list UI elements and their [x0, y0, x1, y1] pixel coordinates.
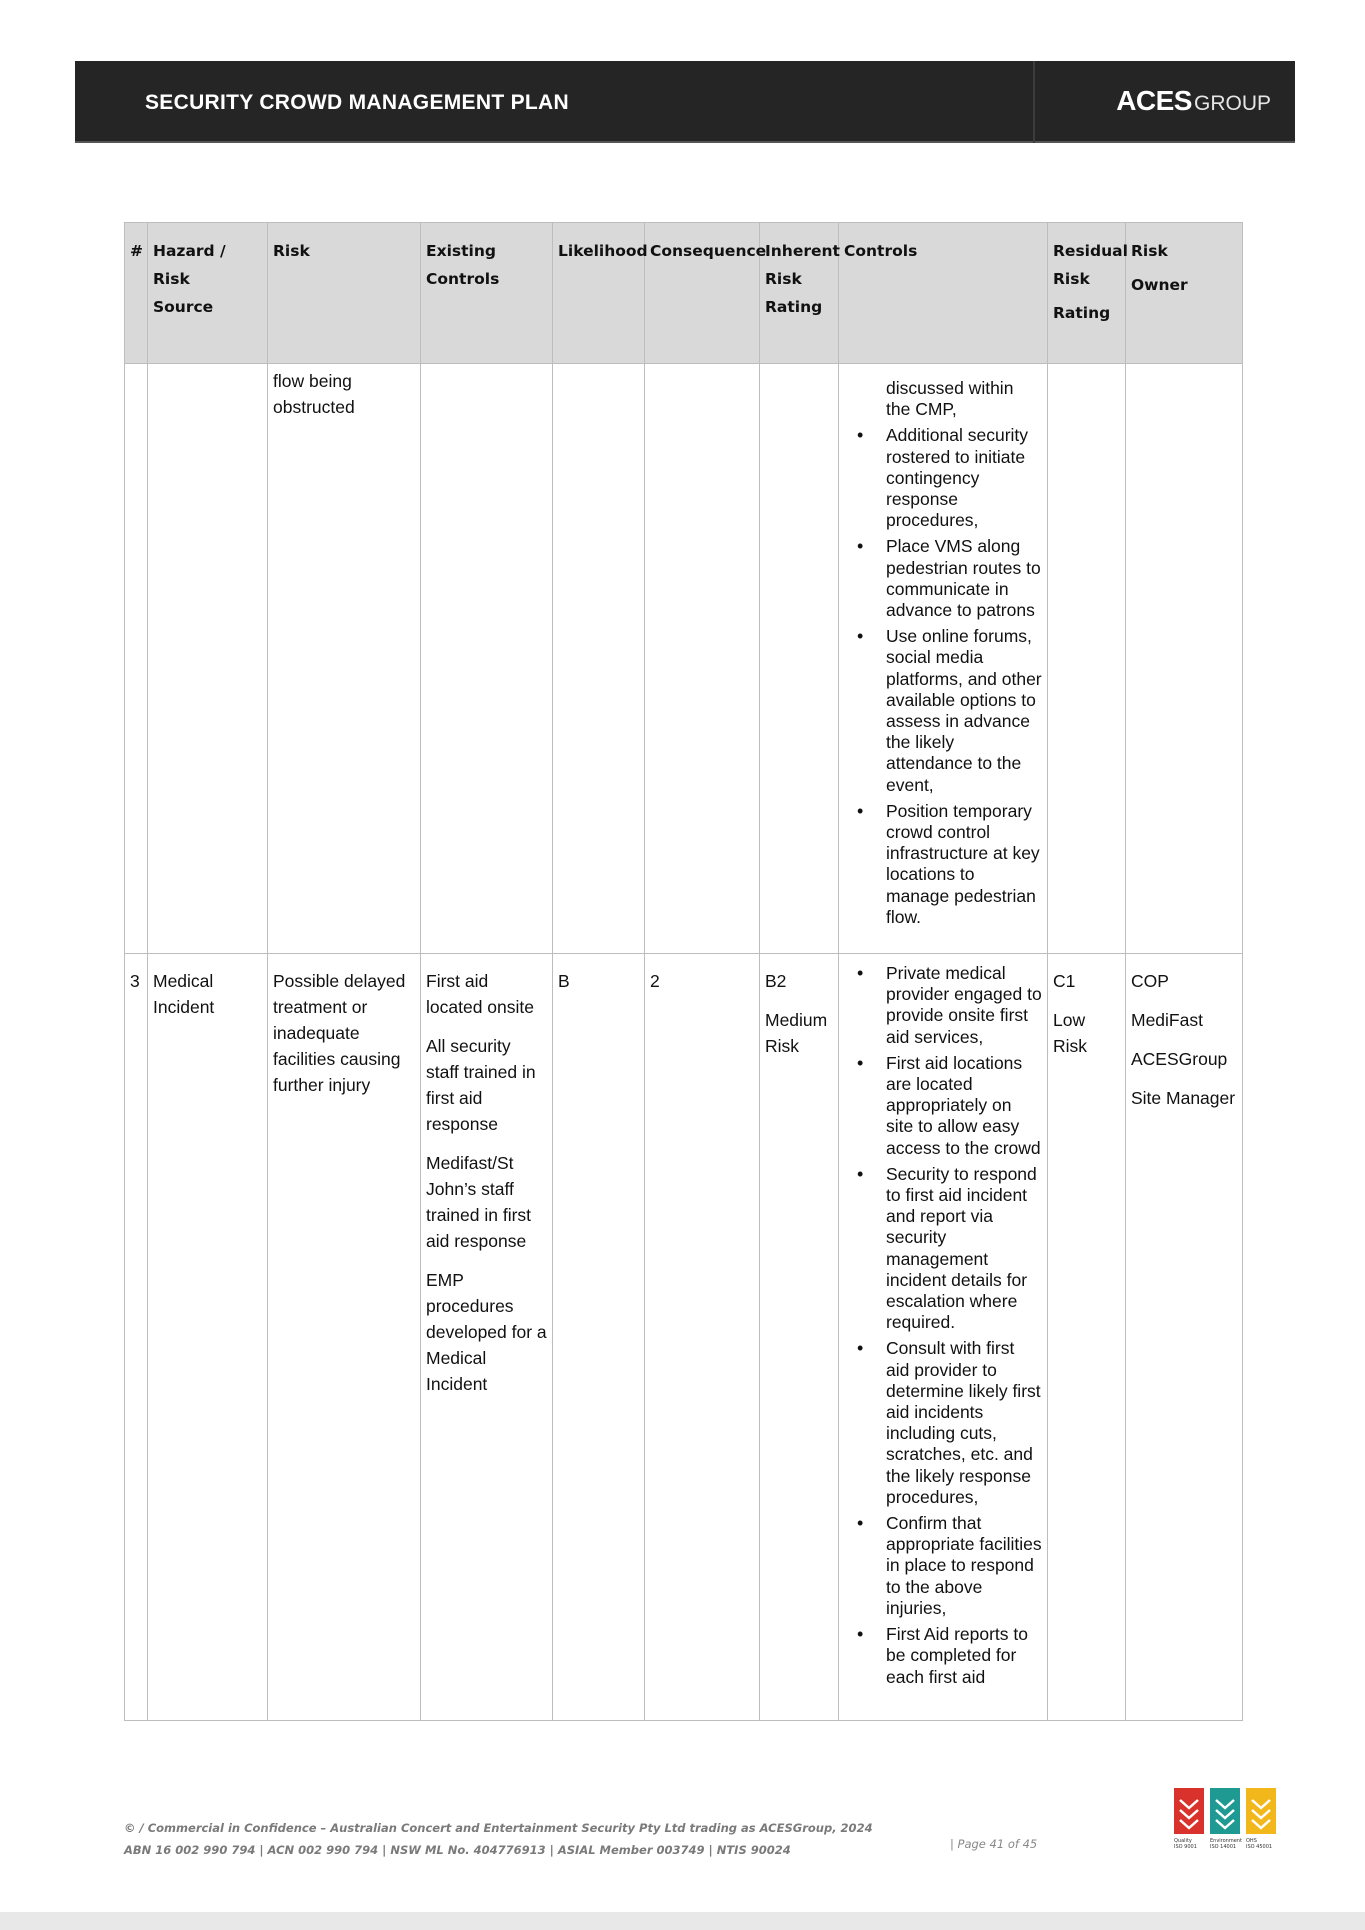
table-header-row — [125, 223, 1243, 364]
inherent-rating-label: Medium Risk — [765, 1010, 828, 1056]
cert-label-text: OHS — [1246, 1838, 1257, 1844]
risk-owner-item: ACESGroup — [1131, 1049, 1228, 1069]
list-item: • Place VMS along pedestrian routes to communicate in advance to patrons — [844, 536, 1042, 621]
risk-assessment-table — [124, 222, 1243, 1721]
cell-residual — [1048, 364, 1126, 954]
list-item: • Security to respond to first aid incident and report via security management incident details for escalation where required. — [844, 1164, 1042, 1334]
list-item: • Consult with first aid provider to determine likely first aid incidents including cuts, scratches, etc. and the likely response procedures, — [844, 1338, 1042, 1508]
cert-label-text: ISO 9001 — [1174, 1844, 1197, 1850]
cell-inherent — [760, 954, 839, 1721]
certification-badges — [1172, 1788, 1280, 1858]
risk-owner-item: Site Manager — [1131, 1088, 1236, 1108]
footer-registration: ABN 16 002 990 794 | ACN 002 990 794 | NSW ML No. 404776913 | ASIAL Member 003749 | NTIS 90024 — [124, 1843, 791, 1857]
col-header-residual-line3: Rating — [1053, 304, 1111, 322]
col-header-existing-line1: Existing — [426, 242, 496, 260]
controls-list — [844, 378, 1042, 928]
cell-likelihood: B — [553, 954, 645, 1721]
col-header-inherent-line3: Rating — [765, 298, 823, 316]
cert-label-text: ISO 45001 — [1246, 1844, 1273, 1850]
col-header-number: # — [125, 223, 148, 364]
page-header — [75, 61, 1295, 143]
cell-existing-controls — [421, 954, 553, 1721]
col-header-inherent-line1: Inherent — [765, 242, 840, 260]
list-item: • Position temporary crowd control infrastructure at key locations to manage pedestrian flow. — [844, 801, 1042, 928]
existing-control-item: First aid located onsite — [426, 971, 534, 1017]
cert-label-text: Quality — [1174, 1838, 1192, 1844]
page-number: | Page 41 of 45 — [950, 1837, 1038, 1851]
footer-copyright: © / Commercial in Confidence – Australian Concert and Entertainment Security Pty Ltd trading as ACESGroup, 2024 — [124, 1821, 873, 1835]
col-header-existing-controls — [421, 223, 553, 364]
list-item: • First Aid reports to be completed for each first aid — [844, 1624, 1042, 1688]
col-header-residual-line1: Residual — [1053, 242, 1128, 260]
cell-hazard: Medical Incident — [148, 954, 268, 1721]
cell-inherent — [760, 364, 839, 954]
list-item: discussed within the CMP, — [886, 378, 1014, 420]
cell-consequence — [645, 364, 760, 954]
aces-group-logo — [1116, 85, 1271, 117]
col-header-residual — [1048, 223, 1126, 364]
cert-label-text: Environment — [1210, 1838, 1242, 1844]
list-item: • Confirm that appropriate facilities in place to respond to the above injuries, — [844, 1513, 1042, 1619]
cell-controls — [839, 364, 1048, 954]
cell-risk: Possible delayed treatment or inadequate facilities causing further injury — [268, 954, 421, 1721]
cell-owner — [1126, 954, 1243, 1721]
cell-controls — [839, 954, 1048, 1721]
cell-risk: flow being obstructed — [268, 364, 421, 954]
list-item: • Additional security rostered to initiate contingency response procedures, — [844, 425, 1042, 531]
cell-number: 3 — [125, 954, 148, 1721]
col-header-controls: Controls — [839, 223, 1048, 364]
col-header-owner-line1: Risk — [1131, 242, 1168, 260]
cell-consequence: 2 — [645, 954, 760, 1721]
cell-likelihood — [553, 364, 645, 954]
page-footer — [124, 1817, 873, 1861]
existing-control-item: All security staff trained in first aid response — [426, 1036, 536, 1134]
col-header-inherent — [760, 223, 839, 364]
col-header-likelihood: Likelihood — [553, 223, 645, 364]
col-header-residual-line2: Risk — [1053, 270, 1090, 288]
cell-hazard — [148, 364, 268, 954]
cell-owner — [1126, 364, 1243, 954]
document-title: SECURITY CROWD MANAGEMENT PLAN — [145, 91, 569, 114]
header-divider — [1033, 61, 1035, 143]
environment-certification-icon — [1210, 1788, 1240, 1834]
logo-aces-text: ACES — [1116, 85, 1192, 116]
col-header-owner — [1126, 223, 1243, 364]
quality-certification-icon — [1174, 1788, 1204, 1834]
list-item: • First aid locations are located appropriately on site to allow easy access to the crowd — [844, 1053, 1042, 1159]
cell-number — [125, 364, 148, 954]
residual-rating-label: Low Risk — [1053, 1010, 1088, 1056]
page-bottom-edge — [0, 1912, 1365, 1930]
col-header-hazard — [148, 223, 268, 364]
cell-existing-controls — [421, 364, 553, 954]
logo-group-text: GROUP — [1193, 92, 1271, 115]
table-row-medical-incident — [125, 954, 1243, 1721]
col-header-hazard-line2: Source — [153, 298, 214, 316]
cert-label-environment — [1210, 1838, 1244, 1850]
cert-label-quality — [1174, 1838, 1208, 1850]
col-header-owner-line2: Owner — [1131, 276, 1188, 294]
col-header-risk: Risk — [268, 223, 421, 364]
risk-owner-item: COP — [1131, 971, 1169, 991]
cell-residual — [1048, 954, 1126, 1721]
table-row-continued — [125, 364, 1243, 954]
existing-control-item: EMP procedures developed for a Medical Incident — [426, 1270, 547, 1394]
list-item: • Private medical provider engaged to provide onsite first aid services, — [844, 963, 1042, 1048]
list-item: • Use online forums, social media platforms, and other available options to assess in advance the likely attendance to the event, — [844, 626, 1042, 796]
col-header-consequence: Consequence — [645, 223, 760, 364]
ohs-certification-icon — [1246, 1788, 1276, 1834]
col-header-hazard-line1: Hazard / Risk — [153, 242, 226, 288]
controls-list — [844, 963, 1042, 1688]
existing-control-item: Medifast/St John’s staff trained in first aid response — [426, 1153, 532, 1251]
cert-label-ohs — [1246, 1838, 1280, 1850]
risk-owner-item: MediFast — [1131, 1010, 1203, 1030]
inherent-rating-code: B2 — [765, 971, 787, 991]
col-header-inherent-line2: Risk — [765, 270, 802, 288]
cert-label-text: ISO 14001 — [1210, 1844, 1237, 1850]
residual-rating-code: C1 — [1053, 971, 1076, 991]
col-header-existing-line2: Controls — [426, 270, 500, 288]
